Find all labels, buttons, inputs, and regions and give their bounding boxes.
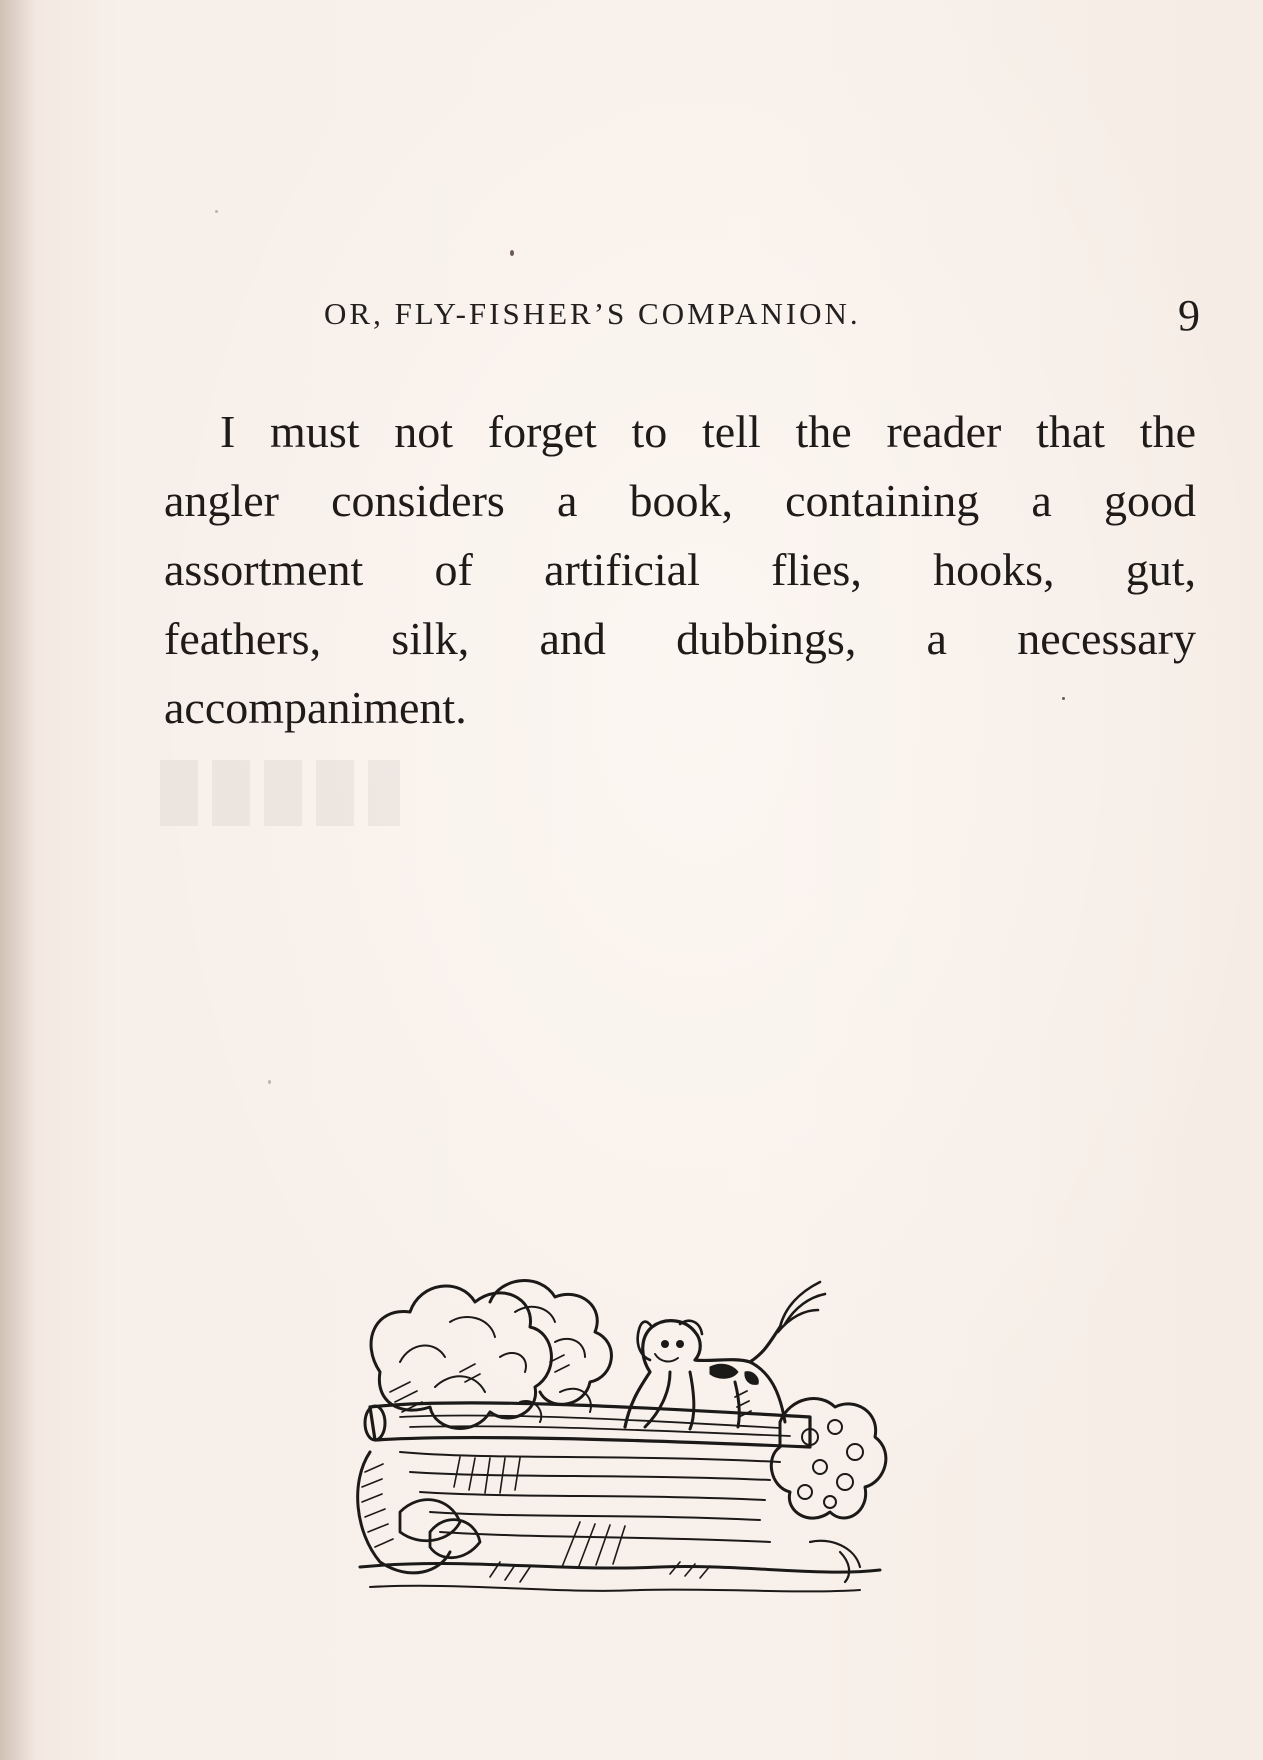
paragraph-line: I must not forget to tell the reader that the [220,406,1196,457]
paragraph-line: feathers, silk, and dubbings, a necessary [164,613,1196,664]
paper-speck [215,210,218,213]
page-number: 9 [1178,291,1200,340]
paragraph-line: accompaniment. [164,682,467,733]
woodcut-dog-on-log-bridge-icon [340,1222,960,1622]
spine-shadow [0,0,34,1760]
show-through-text [160,760,520,1280]
paper-speck [510,250,514,256]
paragraph-line: assortment of artificial flies, hooks, gut, [164,544,1196,595]
running-head: OR, FLY-FISHER’S COMPANION. [324,296,861,331]
body-paragraph [164,397,1196,742]
paragraph-line: angler considers a book, containing a good [164,475,1196,526]
